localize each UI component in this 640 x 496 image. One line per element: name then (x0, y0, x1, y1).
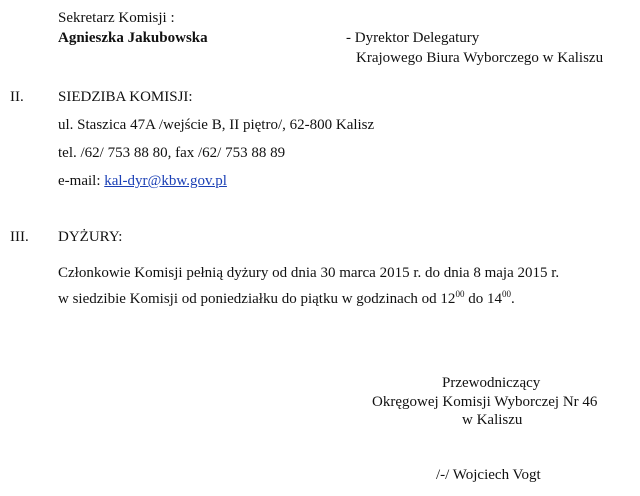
duty-line2-end: . (510, 291, 515, 307)
secretary-name: Agnieszka Jakubowska (58, 30, 208, 46)
commission-address: ul. Staszica 47A /wejście B, II piętro/, 62-800 Kalisz (58, 117, 375, 133)
email-link[interactable]: kal-dyr@kbw.gov.pl (104, 173, 227, 189)
duty-line2-text: w siedzibie Komisji od poniedziałku do piątku w godzinach od 12 (58, 291, 456, 307)
commission-email-line (58, 172, 227, 190)
signature-location: w Kaliszu (462, 412, 523, 428)
section2-number: II. (10, 89, 24, 105)
duty-time-end-minutes: 00 (501, 289, 511, 299)
commission-phone-fax: tel. /62/ 753 88 80, fax /62/ 753 88 89 (58, 145, 286, 161)
duty-line2-mid: do 14 (464, 291, 502, 307)
section3-number: III. (10, 229, 29, 245)
duty-line1: Członkowie Komisji pełnią dyżury od dnia 30 marca 2015 r. do dnia 8 maja 2015 r. (58, 265, 560, 281)
secretary-title-line2: Krajowego Biura Wyborczego w Kaliszu (356, 50, 604, 66)
duty-line2 (58, 290, 515, 308)
section3-heading: DYŻURY: (58, 229, 123, 245)
email-label: e-mail: (58, 173, 105, 189)
secretary-role: Sekretarz Komisji : (58, 10, 175, 26)
signature-name: /-/ Wojciech Vogt (436, 467, 541, 483)
section2-heading: SIEDZIBA KOMISJI: (58, 89, 193, 105)
signature-commission: Okręgowej Komisji Wyborczej Nr 46 (372, 394, 598, 410)
duty-time-start-minutes: 00 (455, 289, 465, 299)
secretary-title-line1: - Dyrektor Delegatury (346, 30, 480, 46)
signature-title: Przewodniczący (442, 375, 541, 391)
